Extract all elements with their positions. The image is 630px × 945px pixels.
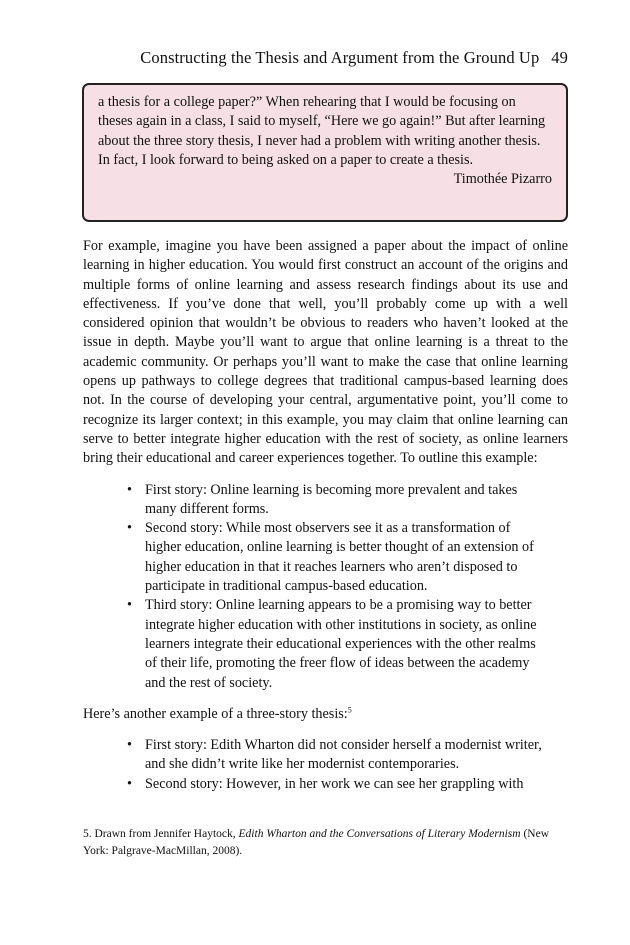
body-paragraph-2 <box>83 705 568 724</box>
quote-callout-box <box>82 83 568 222</box>
list-item: • First story: Edith Wharton did not consider herself a modernist writer, and she didn’t write like her modernist contemporaries. <box>145 736 568 775</box>
footnote-marker: 5 <box>347 705 352 715</box>
story-list-1 <box>83 481 568 693</box>
list-item: • First story: Online learning is becoming more prevalent and takes many different forms. <box>145 481 568 520</box>
paragraph-2-text: Here’s another example of a three-story thesis: <box>83 705 348 722</box>
footnote <box>83 826 568 860</box>
footnote-prefix: 5. Drawn from Jennifer Haytock, <box>83 828 239 840</box>
running-header <box>0 48 568 68</box>
story-list-2 <box>83 736 568 794</box>
list-item: • Second story: While most observers see it as a transformation of higher education, online learning is better thought of an extension of higher education in that it reaches learners who aren’t disposed to participate in traditional campus-based education. <box>145 519 568 596</box>
main-body <box>83 237 568 806</box>
callout-author: Timothée Pizarro <box>453 171 552 188</box>
body-paragraph-1: For example, imagine you have been assigned a paper about the impact of online learning in higher education. You would first construct an account of the origins and multiple forms of online learning and assess research findings about its use and effectiveness. If you’ve done that well, you’ll probably come up with a well considered opinion that wouldn’t be obvious to readers who haven’t looked at the issue in depth. Maybe you’ll want to argue that online learning is a threat to the academic community. Or perhaps you’ll want to make the case that online learning opens up pathways to college degrees that traditional campus-based learning does not. In the course of developing your central, argumentative point, you’ll come to recognize its larger context; in this example, you may claim that online learning can serve to better integrate higher education with the rest of society, as online learners bring their educational and career experiences together. To outline this example: <box>83 238 568 467</box>
list-item: • Second story: However, in her work we can see her grappling with <box>145 775 568 794</box>
header-title: Constructing the Thesis and Argument from the Ground Up <box>140 48 540 67</box>
list-item: • Third story: Online learning appears to be a promising way to better integrate higher education with other institutions in society, as online learners integrate their educational experiences with the other realms of their life, promoting the freer flow of ideas between the academy and the rest of society. <box>145 596 568 692</box>
footnote-suffix: (New York: Palgrave-MacMillan, 2008). <box>83 828 550 857</box>
page-number: 49 <box>551 48 568 67</box>
footnote-book-title: Edith Wharton and the Conversations of Literary Modernism <box>238 828 521 840</box>
callout-text: a thesis for a college paper?” When rehearing that I would be focusing on theses again in a class, I said to myself, “Here we go again!” But after learning about the three story thesis, I never had a problem with writing another thesis. In fact, I look forward to being asked on a paper to create a thesis. <box>98 94 546 168</box>
